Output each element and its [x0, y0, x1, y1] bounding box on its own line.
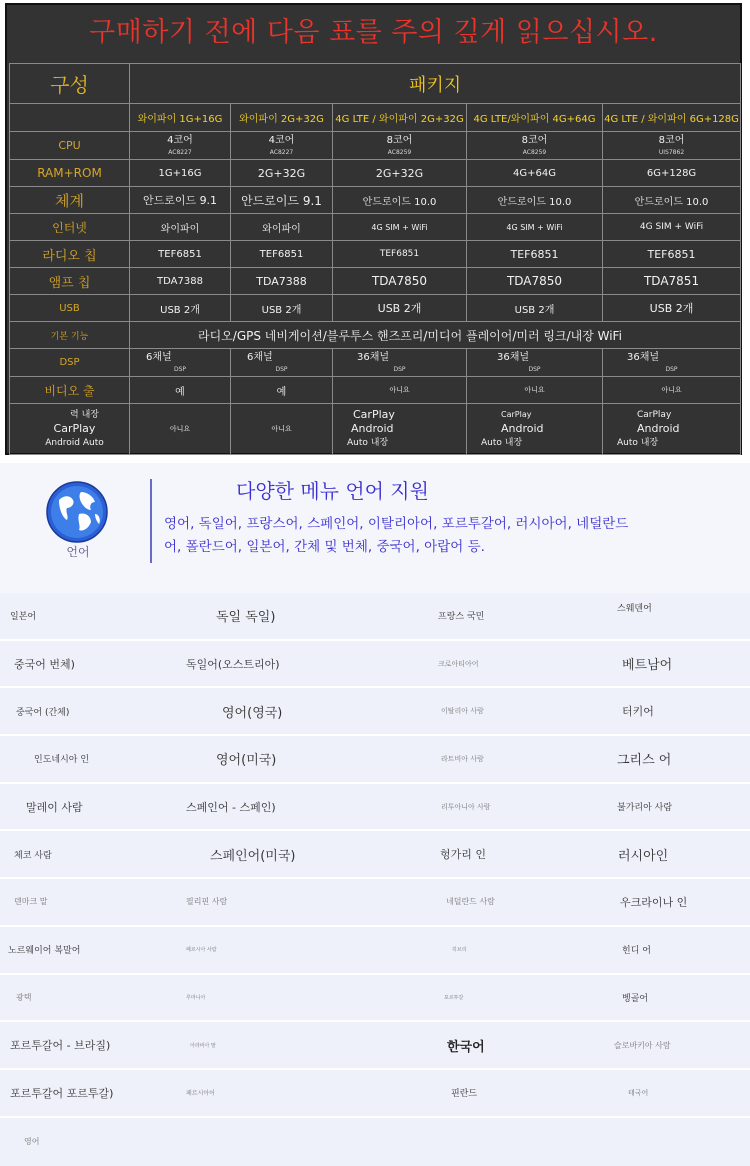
language-item: 포르투갈어 - 브라질) — [10, 1039, 111, 1053]
table-cell: 8코어 AC8259 — [467, 132, 603, 160]
row-label: 체계 — [10, 187, 130, 214]
row-label: 비디오 출 — [10, 377, 130, 404]
language-item: 그리스 어 — [617, 753, 672, 769]
language-icon-label: 언어 — [66, 545, 90, 559]
column-header-row — [10, 104, 741, 132]
language-row — [0, 831, 750, 879]
basic-functions: 라디오/GPS 네비게이션/블루투스 핸즈프리/미디어 플레이어/미러 링크/내장 WiFi — [130, 322, 741, 349]
table-cell: 아니요 — [130, 404, 231, 455]
language-item: 포르투갈어 포르투갈) — [10, 1086, 114, 1100]
language-item: 슬로바키아 사람 — [614, 1040, 671, 1050]
language-item: 루마니아 — [186, 994, 206, 1001]
description-line: 어, 폴란드어, 일본어, 간체 및 번체, 중국어, 아랍어 등. — [164, 539, 485, 555]
language-item: 프랑스 국민 — [438, 612, 485, 623]
language-item: 벵골어 — [622, 993, 649, 1004]
table-cell: TEF6851 — [231, 241, 333, 268]
language-item: 필리핀 사람 — [186, 897, 228, 907]
table-cell: 6채널 DSP — [130, 349, 231, 377]
language-row — [0, 784, 750, 832]
language-item: 광택 — [16, 992, 32, 1002]
language-row — [0, 1070, 750, 1118]
row-label: 앰프 칩 — [10, 268, 130, 295]
table-cell: 8코어 AC8259 — [333, 132, 467, 160]
language-item: 터키어 — [622, 705, 654, 719]
row-label: RAM+ROM — [10, 160, 130, 187]
table-cell: 와이파이 — [130, 214, 231, 241]
table-cell: TEF6851 — [333, 241, 467, 268]
language-row — [0, 927, 750, 975]
language-item: 포르투갈 — [444, 994, 464, 1001]
language-item: 영어(영국) — [222, 705, 283, 721]
table-row-usb — [10, 295, 741, 322]
table-row-radio — [10, 241, 741, 268]
language-section — [0, 463, 750, 1166]
table-row-internet — [10, 214, 741, 241]
table-row-cpu — [10, 132, 741, 160]
col-header: 4G LTE / 와이파이 6G+128G — [603, 104, 741, 132]
language-row — [0, 879, 750, 927]
language-row — [0, 641, 750, 689]
language-row — [0, 593, 750, 641]
package-label: 패키지 — [130, 64, 741, 104]
language-item: 중국어 (간체) — [16, 707, 70, 718]
row-label: DSP — [10, 349, 130, 377]
language-item: 페르시아어 — [186, 1090, 215, 1098]
table-cell: CarPlay Android Auto 내장 — [467, 404, 603, 455]
table-cell: 예 — [130, 377, 231, 404]
language-item: 덴마크 말 — [14, 897, 48, 907]
spec-table — [9, 63, 741, 455]
language-row — [0, 1118, 750, 1166]
table-cell: TDA7388 — [130, 268, 231, 295]
col-header: 와이파이 1G+16G — [130, 104, 231, 132]
table-cell: USB 2개 — [603, 295, 741, 322]
table-cell: USB 2개 — [231, 295, 333, 322]
language-item: 한국어 — [447, 1039, 485, 1055]
purchase-notice: 구매하기 전에 다음 표를 주의 깊게 읽으십시오. — [89, 16, 658, 48]
language-item: 헝가리 인 — [440, 848, 487, 862]
language-item: 불가리아 사람 — [617, 803, 673, 814]
language-item: 네덜란드 사람 — [446, 897, 495, 907]
row-label: 력 내장 CarPlay Android Auto — [10, 404, 130, 455]
col-header: 와이파이 2G+32G — [231, 104, 333, 132]
table-cell: 1G+16G — [130, 160, 231, 187]
table-cell: 6채널 DSP — [231, 349, 333, 377]
row-label: 라디오 칩 — [10, 241, 130, 268]
language-item: 라트비아 사람 — [441, 754, 484, 763]
table-cell: TDA7851 — [603, 268, 741, 295]
spec-panel — [5, 3, 742, 455]
row-label: CPU — [10, 132, 130, 160]
table-cell: 아니요 — [231, 404, 333, 455]
col-header: 4G LTE / 와이파이 2G+32G — [333, 104, 467, 132]
language-item: 노르웨이어 복말어 — [8, 946, 81, 957]
table-row-os — [10, 187, 741, 214]
row-label: USB — [10, 295, 130, 322]
language-item: 영어 — [24, 1136, 40, 1146]
table-cell: TDA7388 — [231, 268, 333, 295]
table-cell: 4G SIM + WiFi — [333, 214, 467, 241]
table-cell: 아니요 — [333, 377, 467, 404]
table-cell: 안드로이드 10.0 — [333, 187, 467, 214]
language-item: 이탈리아 사람 — [441, 707, 484, 716]
table-cell: 아니요 — [467, 377, 603, 404]
language-item: 히브리 — [452, 947, 467, 954]
description-line: 영어, 독일어, 프랑스어, 스페인어, 이탈리아어, 포르투갈어, 러시아어, 네덜란드 — [164, 516, 629, 532]
language-item: 리투아니아 사람 — [441, 802, 491, 811]
language-item: 인도네시아 인 — [34, 755, 90, 766]
language-row — [0, 975, 750, 1023]
table-cell: 4G+64G — [467, 160, 603, 187]
config-label: 구성 — [10, 64, 130, 104]
language-item: 페르시아 사람 — [186, 947, 217, 954]
table-cell: 안드로이드 10.0 — [467, 187, 603, 214]
table-cell: 아니요 — [603, 377, 741, 404]
table-row-basic — [10, 322, 741, 349]
table-cell: 4G SIM + WiFi — [603, 214, 741, 241]
table-header-row — [10, 64, 741, 104]
language-item: 독일 독일) — [216, 610, 276, 626]
table-cell: 36채널 DSP — [603, 349, 741, 377]
table-cell: 36채널 DSP — [467, 349, 603, 377]
language-item: 아라비아 말 — [190, 1042, 216, 1049]
table-row-video — [10, 377, 741, 404]
row-label: 기본 기능 — [10, 322, 130, 349]
table-cell: USB 2개 — [333, 295, 467, 322]
language-description — [164, 513, 724, 559]
language-item: 우크라이나 인 — [620, 895, 688, 909]
table-cell: TEF6851 — [603, 241, 741, 268]
table-row-dsp — [10, 349, 741, 377]
table-cell: 8코어 UIS7862 — [603, 132, 741, 160]
language-row — [0, 688, 750, 736]
table-cell: 4코어 AC8227 — [231, 132, 333, 160]
language-item: 일본어 — [10, 612, 37, 623]
table-cell: CarPlay Android Auto 내장 — [333, 404, 467, 455]
language-item: 힌디 어 — [622, 946, 651, 957]
language-item: 베트남어 — [622, 658, 673, 674]
table-cell: CarPlay Android Auto 내장 — [603, 404, 741, 455]
language-item: 러시아인 — [618, 848, 669, 864]
language-item: 체코 사람 — [14, 850, 52, 861]
table-cell: TDA7850 — [467, 268, 603, 295]
table-cell: TDA7850 — [333, 268, 467, 295]
table-row-ram — [10, 160, 741, 187]
table-cell: 4코어 AC8227 — [130, 132, 231, 160]
table-cell: USB 2개 — [467, 295, 603, 322]
table-cell: 2G+32G — [231, 160, 333, 187]
language-grid — [0, 593, 750, 1165]
spec-section — [0, 0, 750, 463]
row-label: 인터넷 — [10, 214, 130, 241]
table-cell: 4G SIM + WiFi — [467, 214, 603, 241]
globe-icon — [45, 480, 109, 544]
col-header: 4G LTE/와이파이 4G+64G — [467, 104, 603, 132]
language-row — [0, 1022, 750, 1070]
language-item: 핀란드 — [451, 1089, 478, 1100]
language-item: 크로아티아어 — [438, 659, 479, 668]
blank-corner — [10, 104, 130, 132]
header-divider — [150, 479, 152, 563]
table-cell: 안드로이드 9.1 — [130, 187, 231, 214]
table-cell: USB 2개 — [130, 295, 231, 322]
table-row-amp — [10, 268, 741, 295]
language-header — [0, 463, 750, 593]
language-row — [0, 736, 750, 784]
table-cell: TEF6851 — [130, 241, 231, 268]
table-cell: 안드로이드 10.0 — [603, 187, 741, 214]
language-item: 태국어 — [628, 1088, 649, 1097]
table-cell: 와이파이 — [231, 214, 333, 241]
table-cell: 36채널 DSP — [333, 349, 467, 377]
language-item: 스페인어 - 스페인) — [186, 800, 276, 814]
table-cell: TEF6851 — [467, 241, 603, 268]
language-item: 스웨덴어 — [617, 604, 652, 614]
language-item: 독일어(오스트리아) — [186, 657, 280, 671]
table-cell: 6G+128G — [603, 160, 741, 187]
table-cell: 안드로이드 9.1 — [231, 187, 333, 214]
language-item: 중국어 번체) — [14, 657, 75, 671]
table-cell: 예 — [231, 377, 333, 404]
table-row-carplay — [10, 404, 741, 455]
table-cell: 2G+32G — [333, 160, 467, 187]
language-title: 다양한 메뉴 언어 지원 — [236, 479, 429, 503]
language-item: 스페인어(미국) — [210, 848, 296, 864]
language-item: 말레이 사람 — [26, 800, 83, 814]
language-item: 영어(미국) — [216, 753, 277, 769]
